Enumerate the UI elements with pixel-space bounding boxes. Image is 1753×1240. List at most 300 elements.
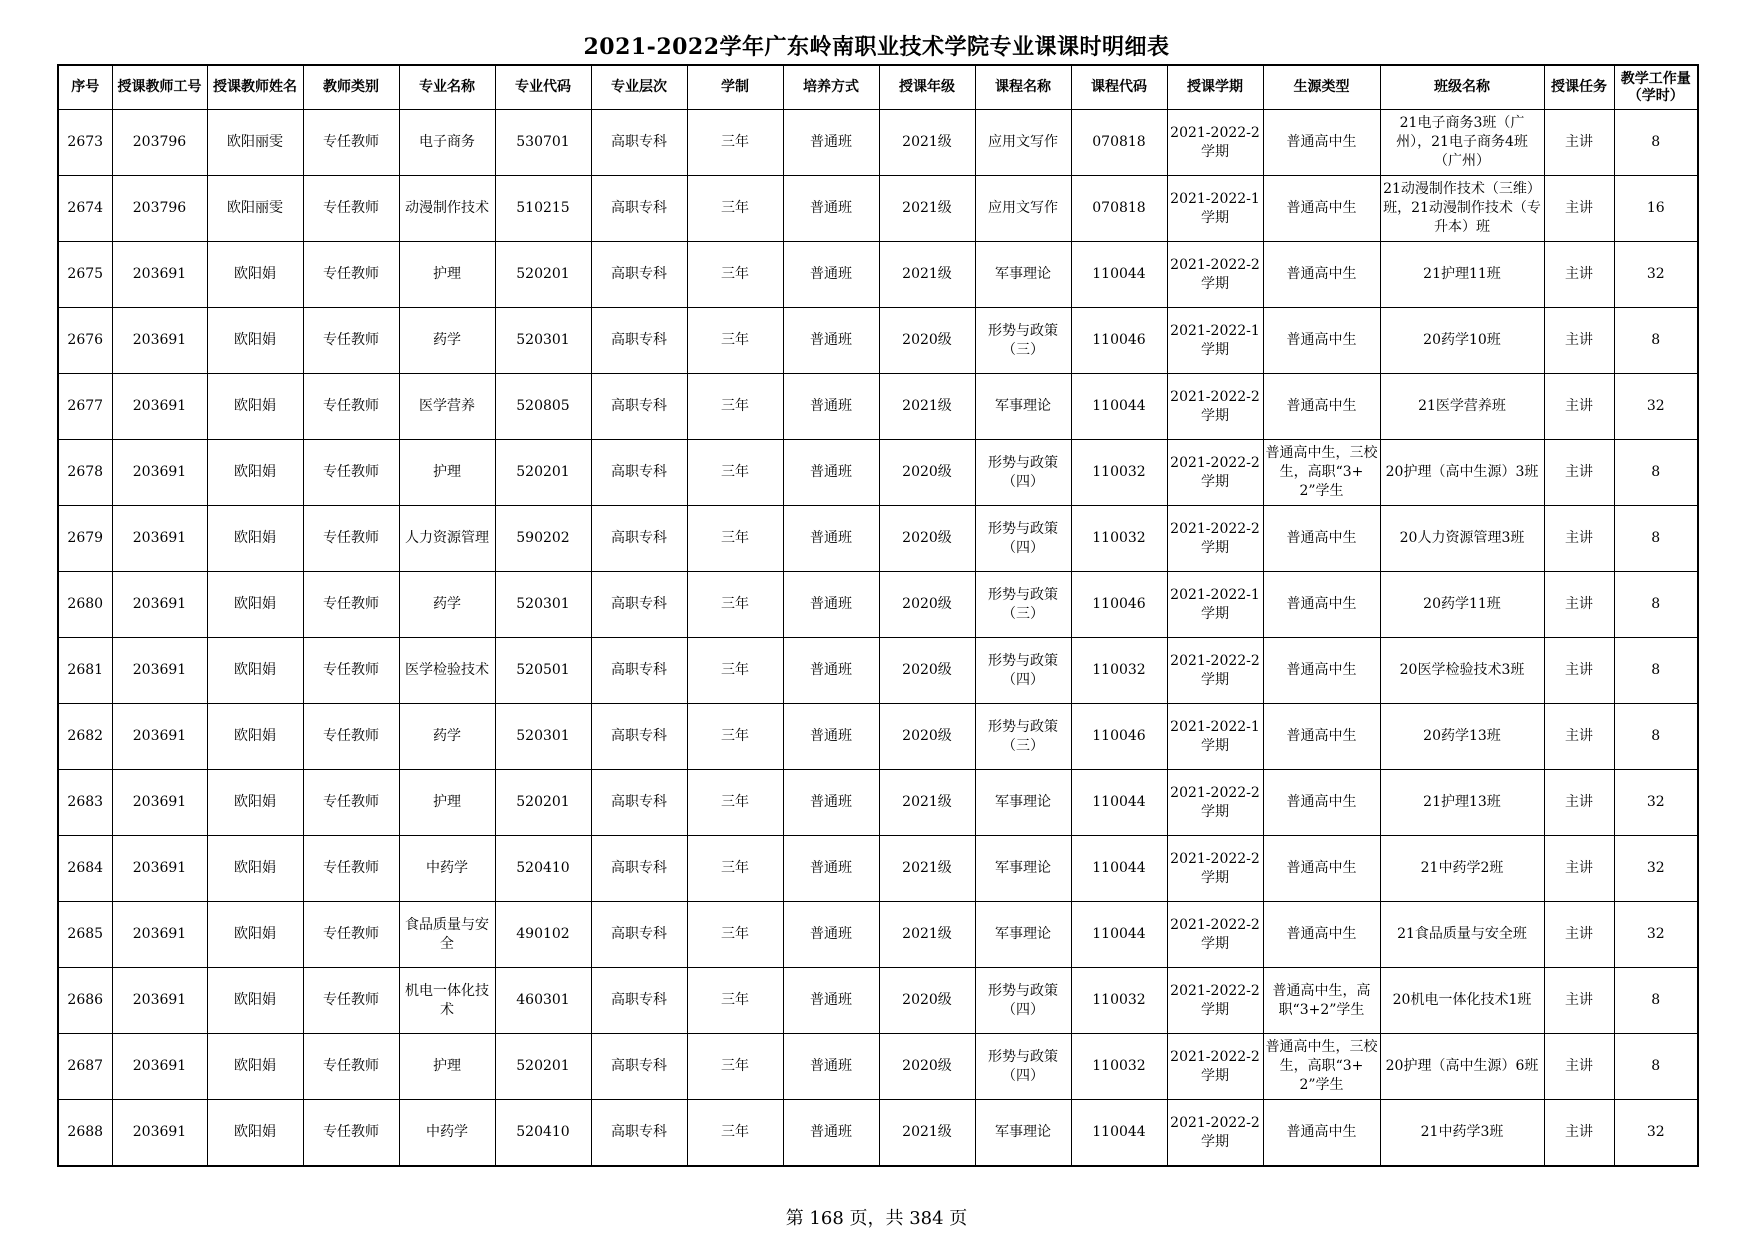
table-cell: 2020级 <box>879 308 975 374</box>
table-cell: 490102 <box>495 902 591 968</box>
table-cell: 普通高中生 <box>1263 836 1380 902</box>
table-cell: 专任教师 <box>303 968 399 1034</box>
table-cell: 形势与政策（四） <box>975 1034 1071 1100</box>
table-cell: 20机电一体化技术1班 <box>1380 968 1544 1034</box>
table-cell: 形势与政策（四） <box>975 968 1071 1034</box>
table-cell: 203691 <box>112 572 207 638</box>
table-cell: 主讲 <box>1544 110 1614 176</box>
table-cell: 2678 <box>58 440 112 506</box>
table-cell: 8 <box>1614 1034 1698 1100</box>
table-cell: 8 <box>1614 110 1698 176</box>
table-cell: 欧阳娟 <box>207 308 303 374</box>
table-cell: 110046 <box>1071 704 1167 770</box>
table-row <box>58 1034 1698 1100</box>
table-cell: 110044 <box>1071 242 1167 308</box>
table-cell: 三年 <box>687 638 783 704</box>
table-cell: 520301 <box>495 308 591 374</box>
table-cell: 203691 <box>112 374 207 440</box>
table-cell: 三年 <box>687 1034 783 1100</box>
table-cell: 203796 <box>112 176 207 242</box>
table-cell: 2021-2022-2学期 <box>1167 440 1263 506</box>
table-cell: 2021-2022-1学期 <box>1167 704 1263 770</box>
table-cell: 普通班 <box>783 770 879 836</box>
table-cell: 三年 <box>687 506 783 572</box>
table-cell: 110046 <box>1071 572 1167 638</box>
column-header: 教师类别 <box>303 65 399 110</box>
table-cell: 普通班 <box>783 902 879 968</box>
table-cell: 16 <box>1614 176 1698 242</box>
table-cell: 520201 <box>495 242 591 308</box>
table-cell: 专任教师 <box>303 638 399 704</box>
table-cell: 21护理11班 <box>1380 242 1544 308</box>
table-row <box>58 1100 1698 1167</box>
table-cell: 主讲 <box>1544 572 1614 638</box>
table-cell: 普通高中生 <box>1263 1100 1380 1167</box>
column-header: 序号 <box>58 65 112 110</box>
table-cell: 110032 <box>1071 1034 1167 1100</box>
table-cell: 专任教师 <box>303 506 399 572</box>
table-cell: 主讲 <box>1544 836 1614 902</box>
table-cell: 2681 <box>58 638 112 704</box>
page-footer: 第 168 页，共 384 页 <box>785 1208 968 1229</box>
table-cell: 110044 <box>1071 1100 1167 1167</box>
table-cell: 110032 <box>1071 506 1167 572</box>
table-cell: 高职专科 <box>591 836 687 902</box>
table-cell: 普通高中生 <box>1263 638 1380 704</box>
table-cell: 普通高中生 <box>1263 176 1380 242</box>
table-cell: 590202 <box>495 506 591 572</box>
table-cell: 普通班 <box>783 374 879 440</box>
table-cell: 三年 <box>687 770 783 836</box>
table-cell: 普通班 <box>783 1034 879 1100</box>
table-cell: 护理 <box>399 1034 495 1100</box>
table-cell: 530701 <box>495 110 591 176</box>
table-cell: 中药学 <box>399 1100 495 1167</box>
table-cell: 20人力资源管理3班 <box>1380 506 1544 572</box>
table-cell: 21电子商务3班（广州），21电子商务4班（广州） <box>1380 110 1544 176</box>
table-row <box>58 374 1698 440</box>
table-cell: 20药学13班 <box>1380 704 1544 770</box>
table-cell: 欧阳娟 <box>207 1100 303 1167</box>
table-cell: 520501 <box>495 638 591 704</box>
table-row <box>58 176 1698 242</box>
table-cell: 110044 <box>1071 770 1167 836</box>
table-cell: 8 <box>1614 572 1698 638</box>
table-row <box>58 308 1698 374</box>
table-cell: 高职专科 <box>591 374 687 440</box>
table-cell: 2021-2022-2学期 <box>1167 836 1263 902</box>
table-cell: 高职专科 <box>591 638 687 704</box>
table-cell: 专任教师 <box>303 308 399 374</box>
table-cell: 主讲 <box>1544 440 1614 506</box>
table-cell: 110046 <box>1071 308 1167 374</box>
table-cell: 2673 <box>58 110 112 176</box>
table-cell: 510215 <box>495 176 591 242</box>
table-cell: 普通高中生 <box>1263 110 1380 176</box>
table-cell: 110044 <box>1071 374 1167 440</box>
table-body <box>58 110 1698 1167</box>
table-cell: 药学 <box>399 308 495 374</box>
table-cell: 主讲 <box>1544 638 1614 704</box>
table-cell: 20药学11班 <box>1380 572 1544 638</box>
table-row <box>58 704 1698 770</box>
table-cell: 高职专科 <box>591 968 687 1034</box>
table-cell: 2020级 <box>879 506 975 572</box>
table-cell: 20医学检验技术3班 <box>1380 638 1544 704</box>
table-cell: 普通高中生 <box>1263 308 1380 374</box>
table-cell: 21护理13班 <box>1380 770 1544 836</box>
column-header: 专业名称 <box>399 65 495 110</box>
table-cell: 普通高中生，三校生，高职“3+2”学生 <box>1263 440 1380 506</box>
table-cell: 主讲 <box>1544 704 1614 770</box>
table-cell: 2021-2022-1学期 <box>1167 176 1263 242</box>
column-header: 生源类型 <box>1263 65 1380 110</box>
table-cell: 三年 <box>687 572 783 638</box>
table-cell: 普通班 <box>783 506 879 572</box>
table-cell: 欧阳娟 <box>207 902 303 968</box>
column-header: 学制 <box>687 65 783 110</box>
table-cell: 2021-2022-2学期 <box>1167 374 1263 440</box>
table-cell: 形势与政策（四） <box>975 506 1071 572</box>
table-cell: 主讲 <box>1544 1034 1614 1100</box>
table-cell: 普通高中生，高职“3+2”学生 <box>1263 968 1380 1034</box>
table-cell: 人力资源管理 <box>399 506 495 572</box>
table-cell: 护理 <box>399 770 495 836</box>
table-cell: 2687 <box>58 1034 112 1100</box>
table-cell: 应用文写作 <box>975 110 1071 176</box>
table-cell: 专任教师 <box>303 836 399 902</box>
table-cell: 电子商务 <box>399 110 495 176</box>
table-cell: 形势与政策（三） <box>975 308 1071 374</box>
table-cell: 机电一体化技术 <box>399 968 495 1034</box>
table-row <box>58 506 1698 572</box>
table-row <box>58 968 1698 1034</box>
column-header: 授课任务 <box>1544 65 1614 110</box>
table-cell: 203796 <box>112 110 207 176</box>
table-cell: 欧阳娟 <box>207 374 303 440</box>
table-cell: 形势与政策（三） <box>975 572 1071 638</box>
table-cell: 普通班 <box>783 110 879 176</box>
table-cell: 2679 <box>58 506 112 572</box>
table-cell: 普通高中生 <box>1263 704 1380 770</box>
table-cell: 食品质量与安全 <box>399 902 495 968</box>
table-cell: 军事理论 <box>975 902 1071 968</box>
column-header: 授课教师工号 <box>112 65 207 110</box>
table-cell: 专任教师 <box>303 176 399 242</box>
table-cell: 药学 <box>399 572 495 638</box>
table-cell: 32 <box>1614 1100 1698 1167</box>
table-cell: 动漫制作技术 <box>399 176 495 242</box>
table-cell: 主讲 <box>1544 176 1614 242</box>
table-cell: 070818 <box>1071 110 1167 176</box>
table-cell: 2021级 <box>879 242 975 308</box>
table-cell: 520201 <box>495 1034 591 1100</box>
table-cell: 普通班 <box>783 242 879 308</box>
table-cell: 203691 <box>112 440 207 506</box>
table-cell: 欧阳娟 <box>207 770 303 836</box>
table-cell: 三年 <box>687 242 783 308</box>
table-cell: 高职专科 <box>591 506 687 572</box>
table-cell: 2021-2022-2学期 <box>1167 1100 1263 1167</box>
table-row <box>58 902 1698 968</box>
table-cell: 欧阳娟 <box>207 440 303 506</box>
table-cell: 欧阳娟 <box>207 968 303 1034</box>
table-cell: 110044 <box>1071 902 1167 968</box>
table-cell: 2021级 <box>879 902 975 968</box>
table-cell: 高职专科 <box>591 1034 687 1100</box>
column-header: 课程名称 <box>975 65 1071 110</box>
table-cell: 8 <box>1614 968 1698 1034</box>
table-cell: 普通班 <box>783 572 879 638</box>
table-cell: 普通班 <box>783 968 879 1034</box>
table-cell: 110032 <box>1071 968 1167 1034</box>
column-header: 专业代码 <box>495 65 591 110</box>
table-cell: 专任教师 <box>303 110 399 176</box>
table-cell: 军事理论 <box>975 770 1071 836</box>
column-header: 培养方式 <box>783 65 879 110</box>
table-cell: 护理 <box>399 242 495 308</box>
table-cell: 应用文写作 <box>975 176 1071 242</box>
table-cell: 欧阳娟 <box>207 572 303 638</box>
table-cell: 203691 <box>112 506 207 572</box>
table-cell: 070818 <box>1071 176 1167 242</box>
table-cell: 2021-2022-2学期 <box>1167 902 1263 968</box>
table-cell: 形势与政策（四） <box>975 440 1071 506</box>
table-cell: 110044 <box>1071 836 1167 902</box>
table-cell: 普通高中生 <box>1263 770 1380 836</box>
table-cell: 520410 <box>495 836 591 902</box>
table-cell: 高职专科 <box>591 242 687 308</box>
table-cell: 203691 <box>112 638 207 704</box>
table-row <box>58 836 1698 902</box>
table-cell: 欧阳丽雯 <box>207 176 303 242</box>
table-cell: 高职专科 <box>591 572 687 638</box>
table-cell: 专任教师 <box>303 242 399 308</box>
table-cell: 三年 <box>687 836 783 902</box>
table-cell: 高职专科 <box>591 770 687 836</box>
table-cell: 520301 <box>495 704 591 770</box>
table-cell: 8 <box>1614 638 1698 704</box>
table-cell: 2021级 <box>879 770 975 836</box>
column-header: 授课学期 <box>1167 65 1263 110</box>
table-cell: 普通高中生 <box>1263 902 1380 968</box>
table-cell: 专任教师 <box>303 902 399 968</box>
table-cell: 2021-2022-2学期 <box>1167 1034 1263 1100</box>
table-cell: 8 <box>1614 704 1698 770</box>
table-cell: 32 <box>1614 374 1698 440</box>
table-cell: 军事理论 <box>975 374 1071 440</box>
table-cell: 203691 <box>112 1100 207 1167</box>
table-row <box>58 770 1698 836</box>
table-cell: 普通高中生 <box>1263 242 1380 308</box>
table-cell: 2677 <box>58 374 112 440</box>
table-cell: 2682 <box>58 704 112 770</box>
table-cell: 三年 <box>687 440 783 506</box>
table-cell: 2021-2022-2学期 <box>1167 506 1263 572</box>
table-cell: 2021-2022-1学期 <box>1167 308 1263 374</box>
table-row <box>58 440 1698 506</box>
table-cell: 203691 <box>112 770 207 836</box>
table-cell: 20药学10班 <box>1380 308 1544 374</box>
table-cell: 专任教师 <box>303 770 399 836</box>
column-header: 授课教师姓名 <box>207 65 303 110</box>
table-cell: 欧阳娟 <box>207 704 303 770</box>
table-cell: 2021级 <box>879 110 975 176</box>
table-cell: 460301 <box>495 968 591 1034</box>
table-cell: 2021级 <box>879 1100 975 1167</box>
table-cell: 普通高中生 <box>1263 572 1380 638</box>
table-cell: 20护理（高中生源）6班 <box>1380 1034 1544 1100</box>
table-cell: 32 <box>1614 242 1698 308</box>
table-cell: 欧阳娟 <box>207 1034 303 1100</box>
table-cell: 2674 <box>58 176 112 242</box>
table-cell: 主讲 <box>1544 770 1614 836</box>
table-cell: 药学 <box>399 704 495 770</box>
table-cell: 三年 <box>687 110 783 176</box>
table-cell: 2021级 <box>879 836 975 902</box>
table-cell: 2020级 <box>879 440 975 506</box>
table-cell: 2688 <box>58 1100 112 1167</box>
table-cell: 21中药学3班 <box>1380 1100 1544 1167</box>
header-row <box>58 65 1698 110</box>
table-cell: 2020级 <box>879 638 975 704</box>
table-cell: 普通班 <box>783 176 879 242</box>
table-cell: 医学营养 <box>399 374 495 440</box>
table-cell: 主讲 <box>1544 968 1614 1034</box>
column-header: 班级名称 <box>1380 65 1544 110</box>
table-row <box>58 110 1698 176</box>
table-cell: 专任教师 <box>303 572 399 638</box>
table-cell: 普通高中生，三校生，高职“3+2”学生 <box>1263 1034 1380 1100</box>
table-cell: 三年 <box>687 1100 783 1167</box>
table-cell: 2020级 <box>879 968 975 1034</box>
table-cell: 专任教师 <box>303 704 399 770</box>
table-cell: 普通高中生 <box>1263 374 1380 440</box>
table-cell: 203691 <box>112 242 207 308</box>
table-cell: 203691 <box>112 902 207 968</box>
table-cell: 2683 <box>58 770 112 836</box>
table-cell: 主讲 <box>1544 242 1614 308</box>
table-cell: 三年 <box>687 176 783 242</box>
table-cell: 三年 <box>687 968 783 1034</box>
table-cell: 形势与政策（四） <box>975 638 1071 704</box>
table-cell: 520301 <box>495 572 591 638</box>
table-cell: 欧阳娟 <box>207 242 303 308</box>
table-cell: 主讲 <box>1544 506 1614 572</box>
table-cell: 32 <box>1614 902 1698 968</box>
table-cell: 21食品质量与安全班 <box>1380 902 1544 968</box>
page-title: 2021-2022学年广东岭南职业技术学院专业课课时明细表 <box>583 34 1170 60</box>
table-cell: 三年 <box>687 704 783 770</box>
table-cell: 高职专科 <box>591 440 687 506</box>
table-cell: 203691 <box>112 308 207 374</box>
table-cell: 2021级 <box>879 176 975 242</box>
table-cell: 主讲 <box>1544 902 1614 968</box>
column-header: 课程代码 <box>1071 65 1167 110</box>
table-cell: 主讲 <box>1544 308 1614 374</box>
table-cell: 8 <box>1614 506 1698 572</box>
table-cell: 2021-2022-2学期 <box>1167 242 1263 308</box>
table-cell: 普通班 <box>783 1100 879 1167</box>
table-cell: 520201 <box>495 770 591 836</box>
table-cell: 203691 <box>112 968 207 1034</box>
table-cell: 三年 <box>687 374 783 440</box>
table-cell: 主讲 <box>1544 374 1614 440</box>
table-cell: 普通班 <box>783 308 879 374</box>
table-cell: 2021-2022-2学期 <box>1167 968 1263 1034</box>
table-cell: 军事理论 <box>975 1100 1071 1167</box>
table-cell: 2021-2022-2学期 <box>1167 638 1263 704</box>
table-cell: 欧阳娟 <box>207 836 303 902</box>
table-cell: 高职专科 <box>591 704 687 770</box>
table-cell: 高职专科 <box>591 176 687 242</box>
table-cell: 32 <box>1614 770 1698 836</box>
table-row <box>58 638 1698 704</box>
table-cell: 110032 <box>1071 638 1167 704</box>
table-cell: 普通高中生 <box>1263 506 1380 572</box>
table-cell: 医学检验技术 <box>399 638 495 704</box>
table-cell: 高职专科 <box>591 308 687 374</box>
table-cell: 普通班 <box>783 836 879 902</box>
table-cell: 21中药学2班 <box>1380 836 1544 902</box>
column-header: 教学工作量（学时） <box>1614 65 1698 110</box>
table-cell: 专任教师 <box>303 374 399 440</box>
table-cell: 20护理（高中生源）3班 <box>1380 440 1544 506</box>
table-cell: 2680 <box>58 572 112 638</box>
table-row <box>58 242 1698 308</box>
table-cell: 21医学营养班 <box>1380 374 1544 440</box>
table-cell: 2684 <box>58 836 112 902</box>
table-cell: 2685 <box>58 902 112 968</box>
table-cell: 2020级 <box>879 1034 975 1100</box>
table-cell: 护理 <box>399 440 495 506</box>
table-cell: 欧阳娟 <box>207 638 303 704</box>
table-cell: 普通班 <box>783 638 879 704</box>
table-cell: 普通班 <box>783 704 879 770</box>
table-cell: 520201 <box>495 440 591 506</box>
table-cell: 32 <box>1614 836 1698 902</box>
table-cell: 520410 <box>495 1100 591 1167</box>
column-header: 专业层次 <box>591 65 687 110</box>
table-cell: 2021-2022-2学期 <box>1167 770 1263 836</box>
table-cell: 形势与政策（三） <box>975 704 1071 770</box>
table-cell: 三年 <box>687 902 783 968</box>
table-cell: 主讲 <box>1544 1100 1614 1167</box>
table-cell: 中药学 <box>399 836 495 902</box>
table-cell: 高职专科 <box>591 110 687 176</box>
table-cell: 203691 <box>112 1034 207 1100</box>
table-cell: 2021-2022-2学期 <box>1167 110 1263 176</box>
table-cell: 专任教师 <box>303 1034 399 1100</box>
table-cell: 2021-2022-1学期 <box>1167 572 1263 638</box>
table-cell: 2020级 <box>879 704 975 770</box>
table-cell: 110032 <box>1071 440 1167 506</box>
table-cell: 8 <box>1614 440 1698 506</box>
table-cell: 2020级 <box>879 572 975 638</box>
table-cell: 203691 <box>112 704 207 770</box>
column-header: 授课年级 <box>879 65 975 110</box>
table-cell: 8 <box>1614 308 1698 374</box>
table-cell: 专任教师 <box>303 440 399 506</box>
table-cell: 欧阳丽雯 <box>207 110 303 176</box>
table-cell: 520805 <box>495 374 591 440</box>
table-cell: 21动漫制作技术（三维）班，21动漫制作技术（专升本）班 <box>1380 176 1544 242</box>
table-cell: 高职专科 <box>591 1100 687 1167</box>
table-cell: 高职专科 <box>591 902 687 968</box>
table-cell: 203691 <box>112 836 207 902</box>
table-cell: 2675 <box>58 242 112 308</box>
table-cell: 普通班 <box>783 440 879 506</box>
